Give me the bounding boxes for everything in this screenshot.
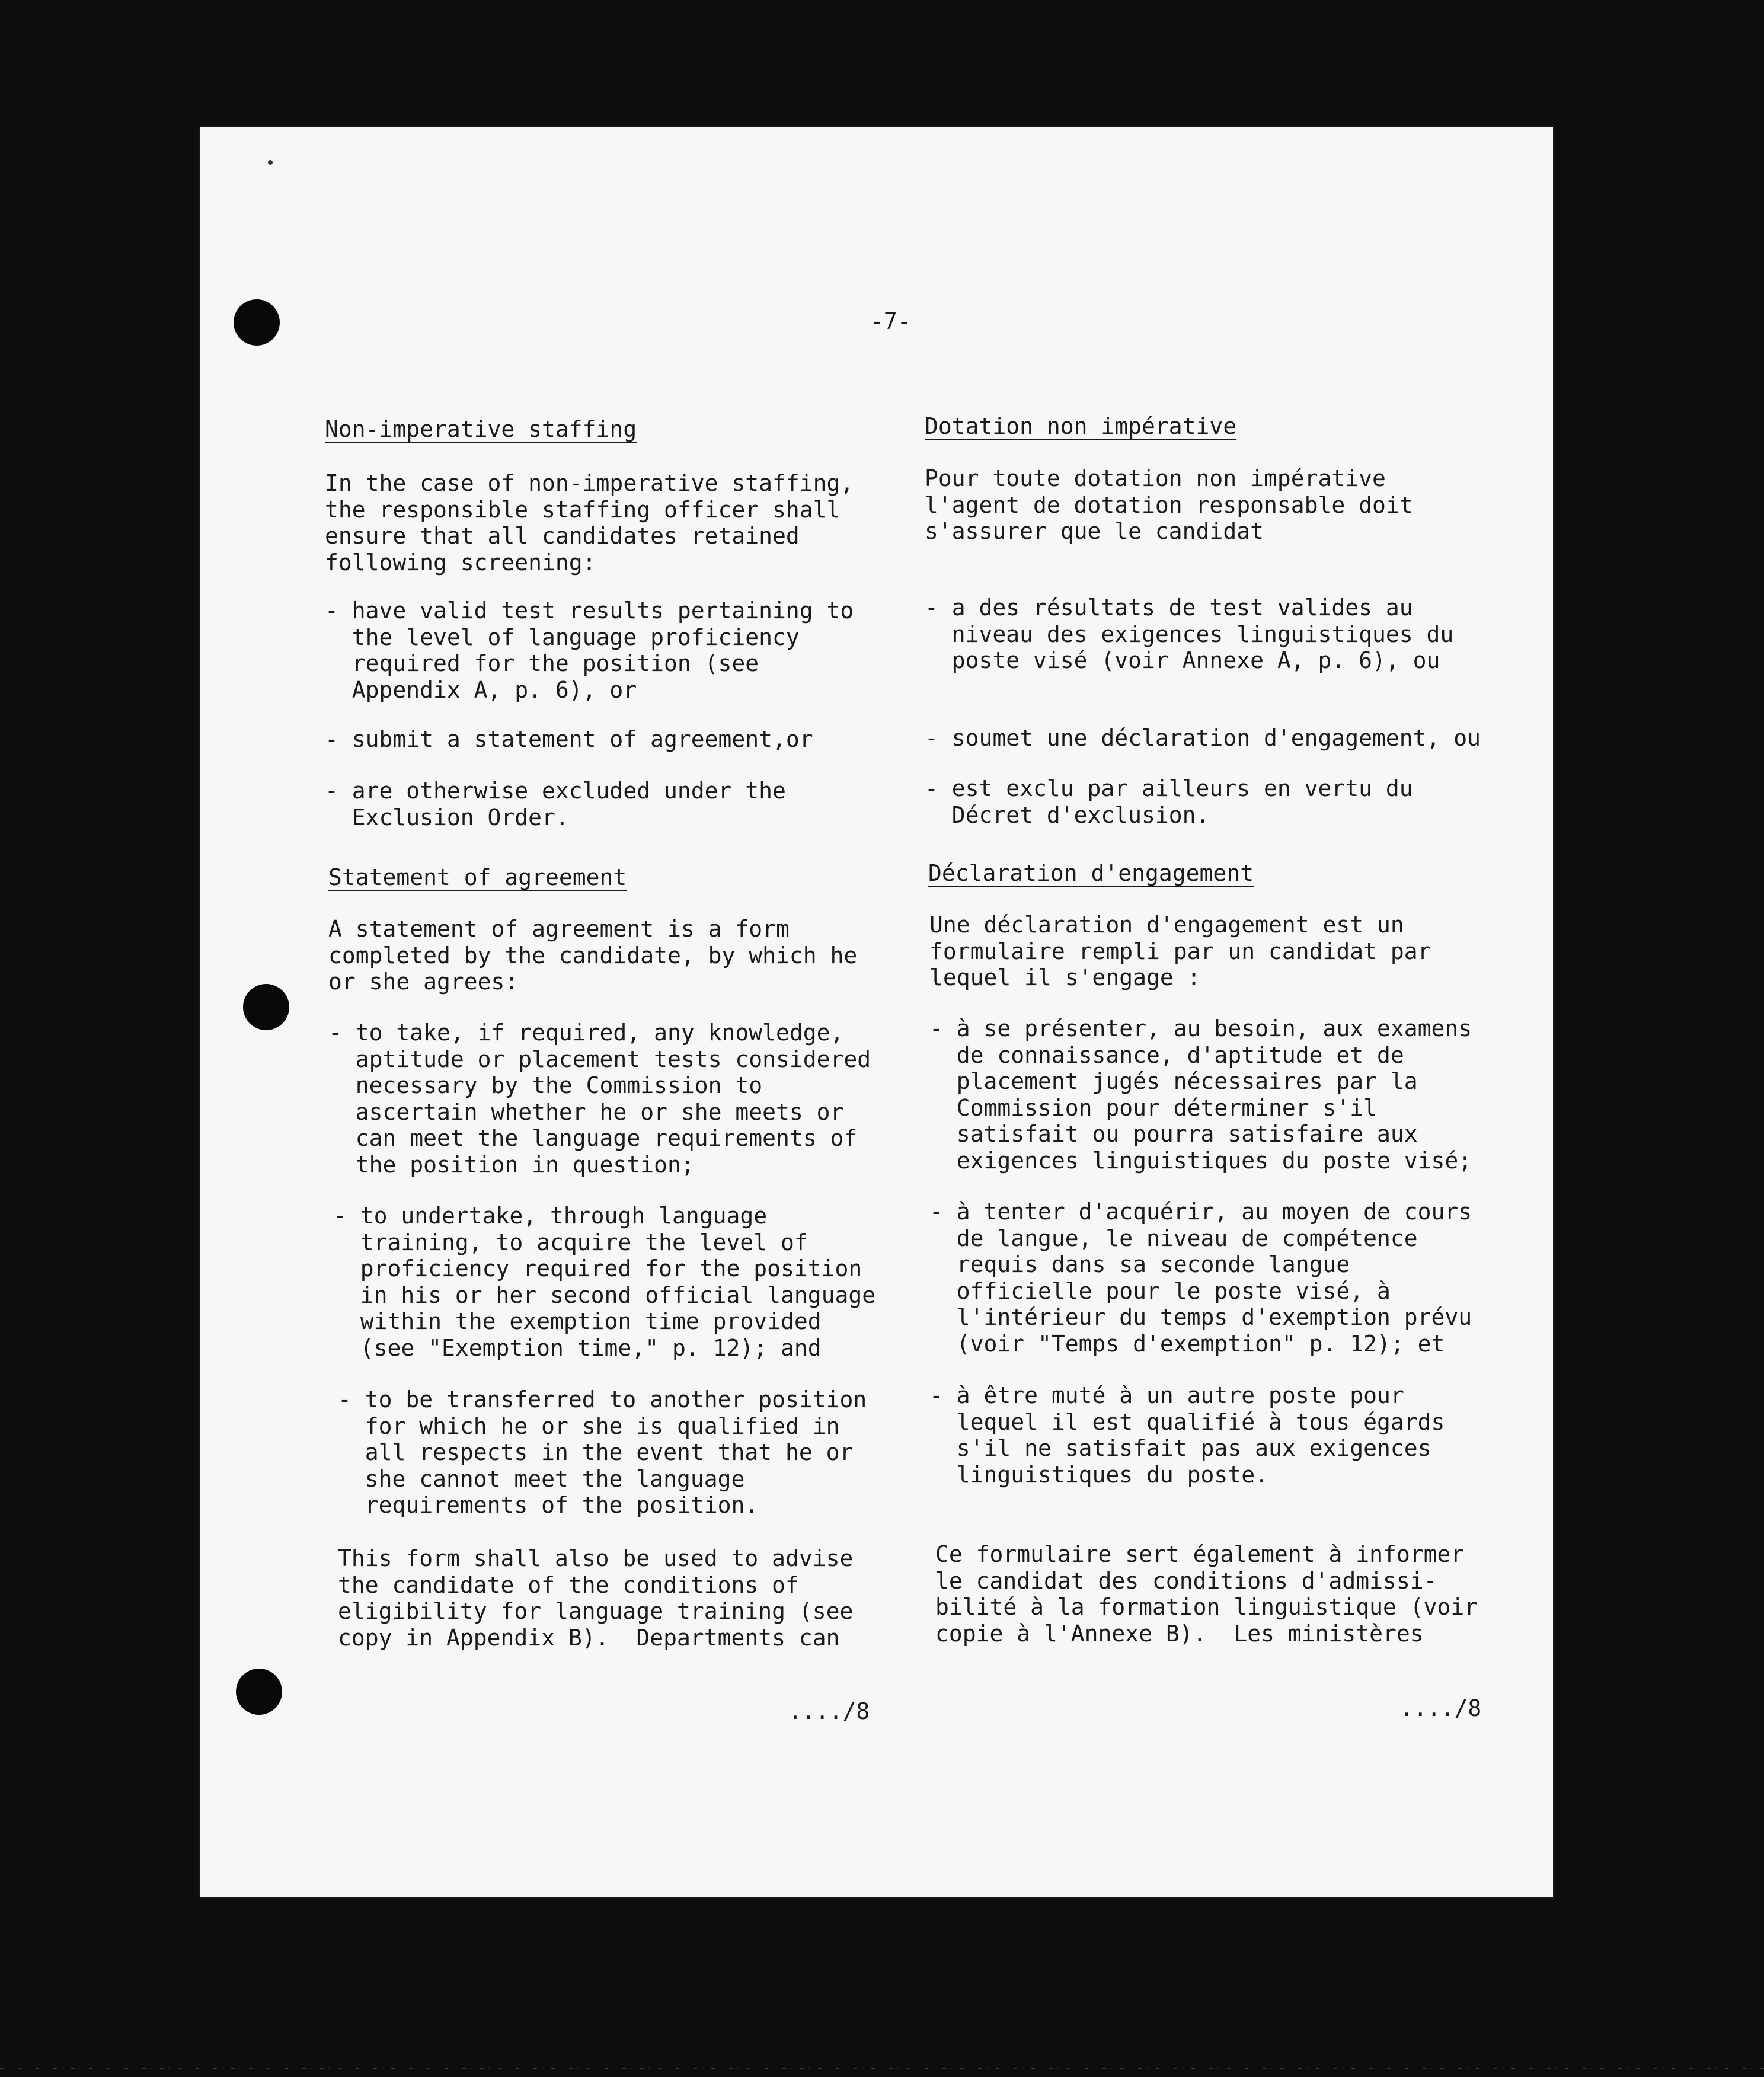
english-bullet-6: - to be transferred to another position for which he or she is qualified in all respects in the event that he or she cannot meet the language requirements of the position.: [338, 1386, 867, 1518]
punch-hole-middle: [243, 984, 289, 1030]
english-bullet-5: - to undertake, through language training, to acquire the level of proficiency required for the position in his or her second official language within the exemption time provided (see "Exemption time," p. 12); and: [333, 1203, 876, 1361]
french-intro-2: Une déclaration d'engagement est un formulaire rempli par un candidat par lequel il s'engage :: [929, 912, 1431, 990]
english-closing: This form shall also be used to advise the candidate of the conditions of eligibility for language training (see copy in Appendix B). Departments can: [338, 1545, 854, 1651]
french-continued: ..../8: [1400, 1695, 1482, 1721]
document-page: [200, 127, 1553, 1897]
english-continued: ..../8: [788, 1698, 870, 1724]
speck: [268, 160, 273, 165]
scan-edge-noise: [0, 2068, 1764, 2069]
english-bullet-4: - to take, if required, any knowledge, aptitude or placement tests considered necessary by the Commission to ascertain whether he or she meets or can meet the language requirements of the position in question;: [328, 1020, 871, 1178]
page-number: -7-: [870, 308, 911, 334]
english-column: [325, 127, 876, 1651]
french-bullet-5: - à tenter d'acquérir, au moyen de cours de langue, le niveau de compétence requis dans sa seconde langue officielle pour le poste visé, à l'intérieur du temps d'exemption prévu (voir "Temps d'exemption" p. 12); et: [929, 1199, 1472, 1357]
french-closing: Ce formulaire sert également à informer le candidat des conditions d'admissi- bilité à la formation linguistique (voir copie à l'Annexe B). Les ministères: [935, 1541, 1478, 1647]
french-bullet-4: - à se présenter, au besoin, aux examens de connaissance, d'aptitude et de placement jugés nécessaires par la Commission pour déterminer s'il satisfait ou pourra satisfaire aux exigences linguistiques du poste visé;: [929, 1015, 1472, 1174]
heading-statement-of-agreement: Statement of agreement: [328, 864, 627, 890]
english-bullet-2: - submit a statement of agreement,or: [325, 726, 813, 752]
heading-non-imperative-staffing: Non-imperative staffing: [325, 416, 637, 442]
heading-declaration-engagement: Déclaration d'engagement: [928, 860, 1254, 886]
english-bullet-1: - have valid test results pertaining to the level of language proficiency required for the position (see Appendix A, p. 6), or: [325, 597, 854, 703]
heading-dotation-non-imperative: Dotation non impérative: [925, 413, 1237, 439]
french-bullet-6: - à être muté à un autre poste pour lequel il est qualifié à tous égards s'il ne satisfait pas aux exigences linguistiques du poste.: [929, 1382, 1445, 1488]
french-bullet-1: - a des résultats de test valides au niveau des exigences linguistiques du poste visé (voir Annexe A, p. 6), ou: [925, 595, 1454, 673]
french-bullet-3: - est exclu par ailleurs en vertu du Décret d'exclusion.: [925, 775, 1413, 828]
french-bullet-2: - soumet une déclaration d'engagement, ou: [925, 725, 1481, 751]
punch-hole-bottom: [236, 1669, 282, 1715]
english-bullet-3: - are otherwise excluded under the Exclusion Order.: [325, 778, 786, 830]
english-intro: In the case of non-imperative staffing, the responsible staffing officer shall ensure that all candidates retained following screening:: [325, 470, 854, 576]
french-column: [925, 127, 1481, 1647]
english-intro-2: A statement of agreement is a form completed by the candidate, by which he or she agrees:: [328, 916, 858, 995]
punch-hole-top: [234, 299, 280, 346]
french-intro: Pour toute dotation non impérative l'agent de dotation responsable doit s'assurer que le candidat: [925, 465, 1413, 544]
